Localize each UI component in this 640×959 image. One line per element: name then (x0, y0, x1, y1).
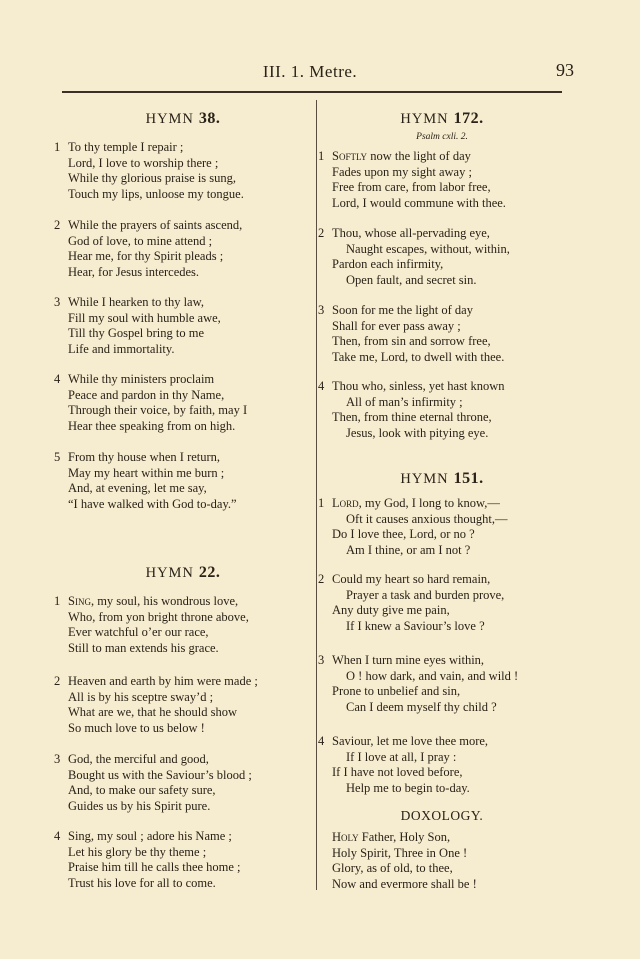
verse-number: 1 (318, 149, 325, 163)
hymn-151-verse-3 (318, 653, 566, 715)
verse-number: 3 (54, 295, 61, 309)
verse-line: Then, from thine eternal throne, (332, 410, 492, 424)
hymn-number: 172. (453, 110, 484, 127)
hymn-38-verse-1 (54, 140, 312, 202)
hymn-172-subtitle: Psalm cxli. 2. (416, 132, 468, 142)
running-header: III. 1. Metre. (262, 62, 358, 81)
hymn-38-verse-2 (54, 218, 312, 280)
verse-line: Jesus, look with pitying eye. (346, 425, 489, 440)
verse-line: now the light of day (367, 149, 471, 163)
hymn-label: HYMN (400, 471, 449, 487)
verse-line: Holy Spirit, Three in One ! (332, 845, 468, 860)
verse-line: From thy house when I return, (68, 450, 221, 464)
verse-line: While the prayers of saints ascend, (68, 218, 243, 232)
verse-line: All is by his sceptre sway’d ; (68, 689, 214, 704)
verse-line: Fill my soul with humble awe, (68, 310, 221, 325)
hymn-22-verse-3 (54, 752, 312, 814)
doxology-verse (318, 830, 566, 892)
verse-line: Help me to begin to-day. (346, 780, 470, 795)
verse-number: 5 (54, 450, 61, 464)
verse-line: Hear me, for thy Spirit pleads ; (68, 249, 224, 263)
hymn-number: 22. (198, 564, 221, 581)
hymn-151-verse-4 (318, 734, 566, 796)
verse-number: 1 (54, 140, 61, 154)
verse-line: While thy glorious praise is sung, (68, 171, 237, 185)
header-rule (62, 91, 562, 93)
verse-line: So much love to us below ! (68, 720, 205, 735)
verse-line: Heaven and earth by him were made ; (68, 674, 258, 688)
verse-first-word: Sing, (68, 594, 95, 608)
hymn-number: 38. (198, 110, 221, 127)
verse-line: Open fault, and secret sin. (346, 272, 477, 287)
verse-line: my soul, his wondrous love, (94, 594, 239, 608)
verse-line: Thou, whose all-pervading eye, (332, 226, 490, 240)
verse-line: Lord, I love to worship there ; (68, 155, 219, 170)
hymn-151-verse-2 (318, 572, 566, 634)
hymn-38-title (54, 110, 312, 128)
verse-number: 1 (54, 594, 61, 608)
verse-line: Hear, for Jesus intercedes. (68, 264, 200, 279)
verse-line: Saviour, let me love thee more, (332, 734, 489, 748)
hymn-172-verse-3 (318, 303, 566, 365)
verse-line: Trust his love for all to come. (68, 875, 216, 890)
verse-line: Now and evermore shall be ! (332, 876, 477, 891)
verse-first-word: Lord, (332, 496, 362, 510)
verse-line: Peace and pardon in thy Name, (68, 387, 225, 402)
verse-line: All of man’s infirmity ; (346, 394, 463, 409)
verse-line: Praise him till he calls thee home ; (68, 860, 241, 874)
verse-number: 1 (318, 496, 325, 510)
verse-line: Guides us by his Spirit pure. (68, 798, 211, 813)
verse-number: 4 (54, 829, 61, 843)
verse-line: Glory, as of old, to thee, (332, 861, 453, 875)
verse-line: Prayer a task and burden prove, (346, 587, 505, 602)
verse-line: Sing, my soul ; adore his Name ; (68, 829, 232, 843)
verse-number: 2 (318, 226, 325, 240)
hymn-label: HYMN (400, 111, 449, 127)
verse-line: May my heart within me burn ; (68, 465, 225, 480)
verse-line: And, to make our safety sure, (68, 783, 216, 797)
hymn-151-verse-1 (318, 496, 566, 558)
verse-line: Any duty give me pain, (332, 603, 450, 617)
verse-number: 4 (318, 379, 325, 393)
verse-first-word: Holy (332, 830, 359, 844)
hymn-22-title (54, 564, 312, 582)
verse-number: 3 (318, 653, 325, 667)
verse-line: Life and immortality. (68, 341, 175, 356)
verse-line: Touch my lips, unloose my tongue. (68, 186, 244, 201)
verse-number: 2 (54, 674, 61, 688)
verse-line: Do I love thee, Lord, or no ? (332, 527, 475, 541)
verse-line: While I hearken to thy law, (68, 295, 204, 309)
verse-line: Then, from sin and sorrow free, (332, 334, 491, 348)
verse-line: Hear thee speaking from on high. (68, 418, 236, 433)
verse-line: If I love at all, I pray : (346, 749, 457, 764)
hymn-38-verse-3 (54, 295, 312, 357)
verse-line: If I have not loved before, (332, 765, 463, 779)
page-number: 93 (556, 60, 574, 80)
hymn-label: HYMN (145, 111, 194, 127)
verse-line: Till thy Gospel bring to me (68, 326, 205, 340)
doxology-title: DOXOLOGY. (400, 808, 484, 823)
verse-line: God, the merciful and good, (68, 752, 209, 766)
verse-line: Father, Holy Son, (358, 830, 451, 844)
verse-line: Ever watchful o’er our race, (68, 625, 209, 639)
hymn-172-title (318, 110, 566, 128)
verse-number: 4 (54, 372, 61, 386)
verse-line: Take me, Lord, to dwell with thee. (332, 349, 505, 364)
column-divider (316, 100, 317, 890)
verse-line: my God, I long to know,— (361, 496, 500, 510)
verse-line: While thy ministers proclaim (68, 372, 215, 386)
verse-line: Soon for me the light of day (332, 303, 473, 317)
verse-line: Thou who, sinless, yet hast known (332, 379, 505, 393)
hymn-172-verse-2 (318, 226, 566, 288)
hymn-151-title (318, 470, 566, 488)
verse-line: Who, from yon bright throne above, (68, 609, 249, 624)
hymn-22-verse-1 (54, 594, 312, 656)
verse-line: When I turn mine eyes within, (332, 653, 485, 667)
verse-line: Could my heart so hard remain, (332, 572, 491, 586)
verse-line: “I have walked with God to-day.” (68, 496, 237, 511)
verse-line: To thy temple I repair ; (68, 140, 184, 154)
verse-number: 4 (318, 734, 325, 748)
verse-line: Naught escapes, without, within, (346, 241, 510, 256)
hymn-172-verse-1 (318, 149, 566, 211)
verse-line: Through their voice, by faith, may I (68, 403, 248, 417)
verse-line: Free from care, from labor free, (332, 180, 491, 194)
verse-line: Let his glory be thy theme ; (68, 844, 207, 859)
verse-line: Fades upon my sight away ; (332, 164, 472, 179)
hymn-38-verse-5 (54, 450, 312, 512)
verse-line: O ! how dark, and vain, and wild ! (346, 668, 519, 683)
hymn-number: 151. (453, 470, 484, 487)
verse-line: Shall for ever pass away ; (332, 318, 461, 333)
verse-line: Prone to unbelief and sin, (332, 684, 461, 698)
hymn-label: HYMN (145, 565, 194, 581)
verse-number: 3 (54, 752, 61, 766)
hymn-22-verse-2 (54, 674, 312, 736)
verse-line: God of love, to mine attend ; (68, 233, 213, 248)
verse-line: Am I thine, or am I not ? (346, 542, 471, 557)
verse-number: 2 (318, 572, 325, 586)
hymn-172-verse-4 (318, 379, 566, 441)
verse-line: Pardon each infirmity, (332, 257, 444, 271)
verse-line: Lord, I would commune with thee. (332, 195, 506, 210)
verse-line: Can I deem myself thy child ? (346, 699, 497, 714)
hymn-22-verse-4 (54, 829, 312, 891)
verse-number: 2 (54, 218, 61, 232)
verse-line: Oft it causes anxious thought,— (346, 511, 508, 526)
verse-line: And, at evening, let me say, (68, 481, 207, 495)
hymn-38-verse-4 (54, 372, 312, 434)
verse-line: If I knew a Saviour’s love ? (346, 618, 485, 633)
verse-line: Bought us with the Saviour’s blood ; (68, 767, 252, 782)
verse-line: Still to man extends his grace. (68, 640, 219, 655)
verse-line: What are we, that he should show (68, 705, 238, 719)
verse-first-word: Softly (332, 149, 368, 163)
verse-number: 3 (318, 303, 325, 317)
